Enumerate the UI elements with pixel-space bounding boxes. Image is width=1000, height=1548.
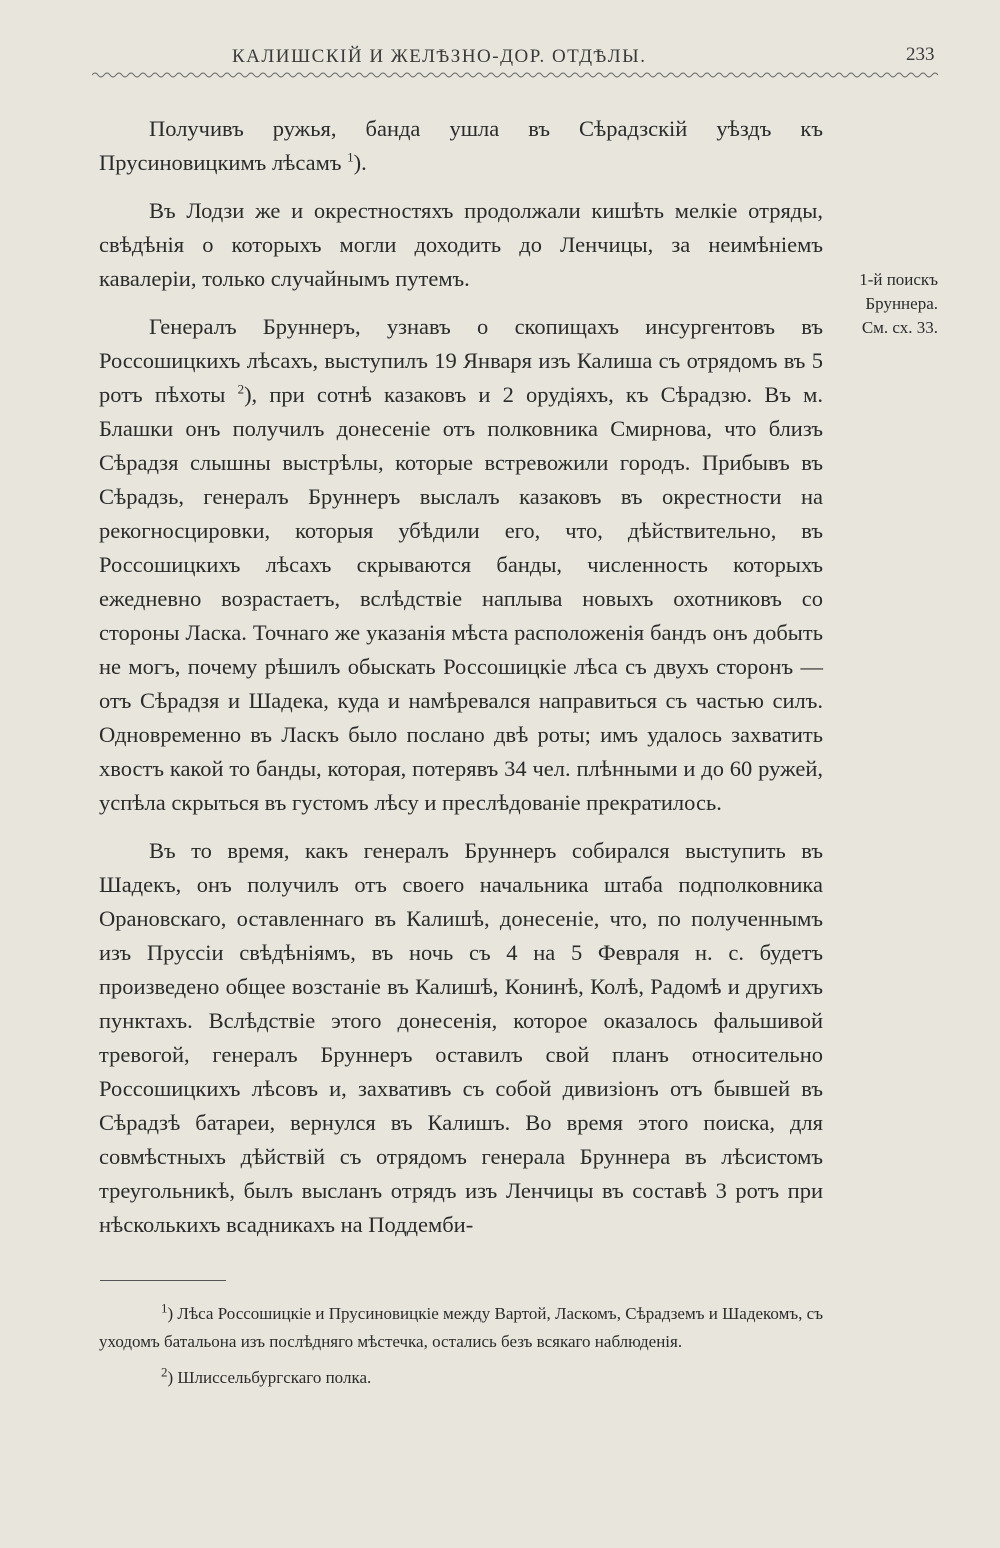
- margin-note-line: Бруннера.: [865, 294, 938, 313]
- header-wavy-rule: [92, 70, 942, 80]
- footnote-marker: 1: [161, 1300, 168, 1316]
- footnote-ref: 2: [237, 381, 245, 397]
- paragraph: Генералъ Бруннеръ, узнавъ о скопищахъ инсургентовъ въ Россошицкихъ лѣсахъ, выступилъ 19 Января изъ Калиша съ отрядомъ въ 5 ротъ пѣхоты $^2$), при сотнѣ казаковъ и 2 орудіяхъ, къ Сѣрадзю. Въ м. Блашки онъ получилъ донесеніе отъ полковника Смирнова, что близъ Сѣрадзя слышны выстрѣлы, которые встревожили городъ. Прибывъ въ Сѣрадзь, генералъ Бруннеръ выслалъ казаковъ въ окрестности на рекогносцировки, которыя убѣдили его, что, дѣйствительно, въ Россошицкихъ лѣсахъ скрываются банды, численность которыхъ ежедневно возрастаетъ, вслѣдствіе наплыва новыхъ охотниковъ со стороны Ласка. Точнаго же указанія мѣста расположенія бандъ онъ добыть не могъ, почему рѣшилъ обыскать Россошицкіе лѣса съ двухъ сторонъ — отъ Сѣрадзя и Шадека, куда и намѣревался направиться съ частью силъ. Одновременно въ Ласкъ было послано двѣ роты; имъ удалось захватить хвостъ какой то банды, которая, потерявъ 34 чел. плѣнными и до 60 ружей, успѣла скрыться въ густомъ лѣсу и преслѣдованіе прекратилось.: [99, 314, 823, 815]
- footnote: $^1$) Лѣса Россошицкіе и Прусиновицкіе между Вартой, Ласкомъ, Сѣрадземъ и Шадекомъ, съ уходомъ батальона изъ послѣдняго мѣстечка, остались безъ всякаго наблюденія.: [99, 1300, 823, 1351]
- footnote-separator: [100, 1280, 226, 1281]
- paragraph: Въ то время, какъ генералъ Бруннеръ собирался выступить въ Шадекъ, онъ получилъ отъ своего начальника штаба подполковника Орановскаго, оставленнаго въ Калишѣ, донесеніе, что, по полученнымъ изъ Пруссіи свѣдѣніямъ, въ ночь съ 4 на 5 Февраля н. с. будетъ произведено общее возстаніе въ Калишѣ, Конинѣ, Колѣ, Радомѣ и другихъ пунктахъ. Вслѣдствіе этого донесенія, которое оказалось фальшивой тревогой, генералъ Бруннеръ оставилъ свой планъ относительно Россошицкихъ лѣсовъ и, захвативъ съ собой дивизіонъ отъ бывшей въ Сѣрадзѣ батареи, вернулся въ Калишъ. Во время этого поиска, для совмѣстныхъ дѣйствій съ отрядомъ генерала Бруннера въ лѣсистомъ треугольникѣ, былъ высланъ отрядъ изъ Ленчицы въ составѣ 3 ротъ при нѣсколькихъ всадникахъ на Поддемби-: [99, 838, 823, 1237]
- margin-note: [826, 268, 938, 340]
- margin-note-line: 1-й поискъ: [859, 270, 938, 289]
- margin-note-line: См. сх. 33.: [861, 318, 938, 337]
- paragraph: Получивъ ружья, банда ушла въ Сѣрадзскій уѣздъ къ Прусиновицкимъ лѣсамъ $^1$).: [99, 116, 823, 175]
- footnote-ref: 1: [347, 149, 354, 165]
- footnotes: [99, 1300, 823, 1400]
- footnote: $^2$) Шлиссельбургскаго полка.: [161, 1364, 372, 1387]
- footnote-marker: 2: [161, 1364, 168, 1380]
- main-text: [99, 112, 823, 1256]
- page-number: 233: [906, 44, 935, 65]
- running-header-title: КАЛИШСКІЙ И ЖЕЛѢЗНО-ДОР. ОТДѢЛЫ.: [232, 46, 647, 67]
- paragraph: Въ Лодзи же и окрестностяхъ продолжали кишѣть мелкіе отряды, свѣдѣнія о которыхъ могли доходить до Ленчицы, за неимѣніемъ кавалеріи, только случайнымъ путемъ.: [99, 198, 823, 291]
